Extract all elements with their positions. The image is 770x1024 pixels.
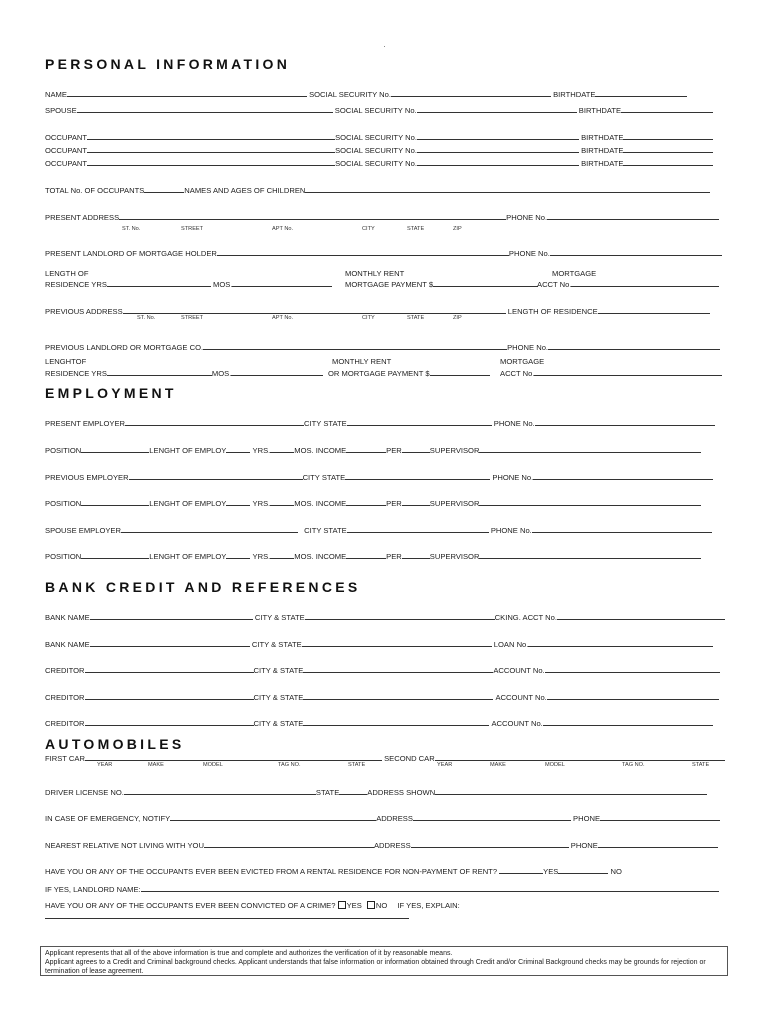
stray-dot	[384, 46, 385, 47]
phone-label: PHONE No.	[508, 249, 550, 258]
birthdate-field[interactable]	[623, 131, 713, 140]
or-mortgage-payment-field[interactable]	[430, 367, 490, 376]
evicted-yes-field[interactable]	[499, 865, 543, 874]
creditor-field[interactable]	[85, 691, 254, 700]
lenght-of-employ-label: LENGHT OF EMPLOY	[149, 499, 227, 508]
phone-field[interactable]	[548, 341, 720, 350]
address-shown-label: ADDRESS SHOWN	[367, 788, 436, 797]
supervisor-label: SUPERVISOR	[429, 552, 480, 561]
previous-address-field[interactable]	[123, 305, 506, 314]
address-field[interactable]	[413, 812, 571, 821]
row-position-3	[45, 550, 701, 562]
residence-yrs-label: RESIDENCE YRS	[45, 369, 107, 378]
birthdate-field[interactable]	[621, 104, 713, 113]
phone-label: PHONE No.	[493, 419, 535, 428]
lenght-of-employ-label: LENGHT OF EMPLOY	[149, 552, 227, 561]
row-position-2	[45, 497, 701, 509]
mos-label: MOS.	[213, 280, 233, 289]
phone-label: PHONE No.	[492, 473, 534, 482]
disclaimer-line-2: Applicant agrees to a Credit and Criminal background checks. Applicant understands that false information or information obtained through Credit and/or Criminal Background checks may be grounds for rejection or termination of lease agreement.	[45, 959, 706, 975]
yes-checkbox[interactable]	[338, 901, 346, 909]
income-field[interactable]	[346, 497, 386, 506]
section-bank-credit: BANK CREDIT AND REFERENCES	[45, 579, 361, 595]
income-field[interactable]	[346, 444, 386, 453]
birthdate-field[interactable]	[623, 144, 713, 153]
row-emergency	[45, 812, 720, 824]
city-and-state-field[interactable]	[305, 611, 495, 620]
creditor-label: CREDITOR	[45, 666, 85, 675]
present-address-label: PRESENT ADDRESS	[45, 213, 120, 222]
address-field[interactable]	[411, 839, 569, 848]
ssn-field[interactable]	[417, 131, 579, 140]
supervisor-field[interactable]	[479, 444, 701, 453]
evicted-no-field[interactable]	[558, 865, 608, 874]
account-no-label: ACCOUNT No.	[491, 719, 543, 728]
state-field[interactable]	[339, 786, 367, 795]
state-sublabel: STATE	[407, 315, 425, 321]
residence-yrs-label: RESIDENCE YRS	[45, 280, 107, 289]
no-label: NO	[610, 867, 622, 876]
mos-label: MOS.	[294, 446, 314, 455]
apt-sublabel: APT No.	[272, 315, 294, 321]
nearest-relative-label: NEAREST RELATIVE NOT LIVING WITH YOU	[45, 841, 204, 850]
city-and-state-label: CITY & STATE	[253, 693, 304, 702]
phone-field[interactable]	[550, 247, 722, 256]
loan-no-label: LOAN No.	[493, 640, 529, 649]
names-ages-field[interactable]	[305, 184, 710, 193]
total-occupants-label: TOTAL No. OF OCCUPANTS	[45, 186, 145, 195]
bank-name-field[interactable]	[90, 638, 250, 647]
spouse-employer-label: SPOUSE EMPLOYER	[45, 526, 121, 535]
income-field[interactable]	[346, 550, 386, 559]
spouse-employer-field[interactable]	[121, 524, 298, 533]
occupant-label: OCCUPANT	[45, 159, 88, 168]
yrs-field[interactable]	[270, 497, 294, 506]
city-state-field[interactable]	[347, 417, 492, 426]
ssn-label: SOCIAL SECURITY No.	[335, 159, 417, 168]
city-state-field[interactable]	[345, 471, 490, 480]
lenghtof-label: LENGHTOF	[45, 357, 87, 366]
position-field[interactable]	[81, 444, 149, 453]
city-and-state-field[interactable]	[303, 717, 489, 726]
ssn-label: SOCIAL SECURITY No.	[334, 106, 417, 115]
address-label: ADDRESS	[373, 841, 411, 850]
phone-field[interactable]	[547, 211, 719, 220]
yrs-label: YRS.	[252, 552, 271, 561]
evicted-question: HAVE YOU OR ANY OF THE OCCUPANTS EVER BEEN EVICTED FROM A RENTAL RESIDENCE FOR NON-PAYMENT OF RENT?	[45, 867, 498, 876]
acct-no-label: ACCT No.	[537, 280, 572, 289]
acct-no-label: ACCT No.	[500, 369, 535, 378]
city-state-label: CITY STATE	[302, 473, 346, 482]
name-label: NAME	[45, 90, 67, 99]
address-shown-field[interactable]	[435, 786, 707, 795]
ssn-label: SOCIAL SECURITY No.	[335, 133, 417, 142]
row-previous-employer	[45, 471, 713, 483]
zip-sublabel: ZIP	[453, 315, 462, 321]
row-name	[45, 88, 687, 100]
second-car-label: SECOND CAR	[384, 754, 435, 763]
mos-label: MOS.	[211, 369, 232, 378]
disclaimer-box	[40, 946, 728, 976]
st-no-sublabel: ST. No.	[122, 226, 141, 232]
names-ages-label: NAMES AND AGES OF CHILDREN	[184, 186, 306, 195]
row-evicted-question	[45, 865, 622, 877]
landlord-name-field[interactable]	[141, 883, 719, 892]
row-total-occupants	[45, 184, 710, 196]
per-label: PER	[386, 446, 402, 455]
birthdate-label: BIRTHDATE	[581, 146, 624, 155]
position-field[interactable]	[81, 497, 149, 506]
drivers-license-label: DRIVER LICENSE NO.	[45, 788, 124, 797]
previous-employer-field[interactable]	[129, 471, 303, 480]
residence-yrs-field[interactable]	[107, 367, 212, 376]
phone-field[interactable]	[535, 417, 715, 426]
account-no-label: ACCOUNT No.	[495, 693, 547, 702]
row-landlord-name	[45, 883, 719, 895]
street-sublabel: STREET	[181, 315, 204, 321]
row-mortgage-payment	[345, 278, 538, 290]
residence-yrs-field[interactable]	[107, 278, 211, 287]
supervisor-label: SUPERVISOR	[429, 446, 480, 455]
occupant-label: OCCUPANT	[45, 133, 88, 142]
city-and-state-label: CITY & STATE	[254, 613, 305, 622]
city-and-state-field[interactable]	[303, 691, 493, 700]
row-position-1	[45, 444, 701, 456]
mortgage-payment-field[interactable]	[433, 278, 538, 287]
creditor-label: CREDITOR	[45, 719, 85, 728]
emergency-field[interactable]	[170, 812, 376, 821]
previous-address-label: PREVIOUS ADDRESS	[45, 307, 123, 316]
address-label: ADDRESS	[376, 814, 413, 823]
mortgage-label: MORTGAGE	[500, 357, 545, 366]
state-sublabel: STATE	[407, 226, 425, 232]
tag-no-sublabel: TAG NO.	[622, 762, 645, 768]
city-sublabel: CITY	[362, 226, 375, 232]
employ-length-field[interactable]	[226, 444, 250, 453]
phone-label: PHONE No.	[490, 526, 532, 535]
st-no-sublabel: ST. No.	[137, 315, 156, 321]
per-field[interactable]	[402, 550, 430, 559]
row-bank-1	[45, 611, 725, 623]
present-address-field[interactable]	[119, 211, 506, 220]
nearest-relative-field[interactable]	[204, 839, 374, 848]
mos-label: MOS.	[294, 499, 314, 508]
year-sublabel: YEAR	[437, 762, 453, 768]
row-present-address	[45, 211, 719, 223]
creditor-label: CREDITOR	[45, 693, 85, 702]
city-sublabel: CITY	[362, 315, 375, 321]
present-landlord-field[interactable]	[217, 247, 509, 256]
present-landlord-label: PRESENT LANDLORD OF MORTGAGE HOLDER	[45, 249, 217, 258]
tag-no-sublabel: TAG NO.	[278, 762, 301, 768]
phone-label: PHONE No.	[507, 343, 549, 352]
row-drivers-license	[45, 786, 707, 798]
yrs-label: YRS.	[252, 446, 271, 455]
yes-label: YES	[346, 901, 362, 910]
bank-name-label: BANK NAME	[45, 613, 90, 622]
bank-name-label: BANK NAME	[45, 640, 90, 649]
year-sublabel: YEAR	[97, 762, 113, 768]
city-state-label: CITY STATE	[304, 526, 347, 535]
ssn-field[interactable]	[417, 157, 579, 166]
yes-label: YES	[543, 867, 559, 876]
ssn-label: SOCIAL SECURITY No.	[309, 90, 391, 99]
yrs-label: YRS.	[252, 499, 271, 508]
birthdate-label: BIRTHDATE	[581, 133, 624, 142]
ssn-field[interactable]	[391, 88, 551, 97]
mos-field[interactable]	[231, 367, 323, 376]
apt-sublabel: APT No.	[272, 226, 294, 232]
per-label: PER	[386, 552, 402, 561]
row-creditor-1	[45, 664, 720, 676]
occupant-field[interactable]	[87, 131, 335, 140]
creditor-field[interactable]	[85, 664, 254, 673]
account-no-label: ACCOUNT No.	[493, 666, 545, 675]
employ-length-field[interactable]	[226, 550, 250, 559]
row-occupant-1	[45, 131, 713, 143]
birthdate-label: BIRTHDATE	[581, 159, 624, 168]
previous-employer-label: PREVIOUS EMPLOYER	[45, 473, 129, 482]
row-creditor-2	[45, 691, 719, 703]
phone-label: PHONE No.	[506, 213, 548, 222]
per-field[interactable]	[402, 444, 430, 453]
city-state-label: CITY STATE	[304, 419, 347, 428]
section-automobiles: AUTOMOBILES	[45, 736, 185, 752]
income-label: INCOME	[315, 446, 347, 455]
occupant-field[interactable]	[87, 144, 335, 153]
spouse-field[interactable]	[77, 104, 333, 113]
phone-label: PHONE	[570, 841, 598, 850]
account-no-field[interactable]	[545, 664, 720, 673]
row-prev-residence-yrs	[45, 367, 323, 379]
position-field[interactable]	[81, 550, 149, 559]
city-state-field[interactable]	[347, 524, 489, 533]
row-present-landlord	[45, 247, 722, 259]
row-occupant-2	[45, 144, 713, 156]
birthdate-field[interactable]	[623, 157, 713, 166]
row-creditor-3	[45, 717, 713, 729]
zip-sublabel: ZIP	[453, 226, 462, 232]
previous-landlord-field[interactable]	[203, 341, 507, 350]
state-sublabel: STATE	[692, 762, 710, 768]
mos-field[interactable]	[232, 278, 332, 287]
phone-label: PHONE	[573, 814, 601, 823]
total-occupants-field[interactable]	[144, 184, 184, 193]
street-sublabel: STREET	[181, 226, 204, 232]
supervisor-field[interactable]	[479, 497, 701, 506]
bank-name-field[interactable]	[90, 611, 253, 620]
section-personal-information: PERSONAL INFORMATION	[45, 56, 291, 72]
first-car-label: FIRST CAR	[45, 754, 85, 763]
phone-field[interactable]	[533, 471, 713, 480]
supervisor-label: SUPERVISOR	[429, 499, 480, 508]
previous-landlord-label: PREVIOUS LANDLORD OR MORTGAGE CO.	[45, 343, 204, 352]
section-employment: EMPLOYMENT	[45, 385, 177, 401]
state-label: STATE	[315, 788, 340, 797]
position-label: POSITION	[45, 499, 82, 508]
birthdate-field[interactable]	[595, 88, 687, 97]
row-or-mortgage-payment	[328, 367, 490, 379]
row-spouse-employer	[45, 524, 712, 536]
model-sublabel: MODEL	[203, 762, 223, 768]
mos-label: MOS.	[294, 552, 314, 561]
if-yes-explain-label: IF YES, EXPLAIN:	[397, 901, 460, 910]
row-occupant-3	[45, 157, 713, 169]
position-label: POSITION	[45, 552, 82, 561]
label-length-of: LENGTH OF	[45, 269, 89, 278]
account-no-field[interactable]	[543, 717, 713, 726]
occupant-field[interactable]	[87, 157, 335, 166]
row-present-employer	[45, 417, 715, 429]
city-and-state-label: CITY & STATE	[253, 666, 304, 675]
mortgage-payment-label: MORTGAGE PAYMENT $	[345, 280, 434, 289]
monthly-rent-label: MONTHLY RENT	[345, 269, 405, 278]
row-prev-acct-no	[500, 367, 722, 379]
income-label: INCOME	[315, 499, 347, 508]
per-field[interactable]	[402, 497, 430, 506]
account-no-field[interactable]	[547, 691, 719, 700]
income-label: INCOME	[315, 552, 347, 561]
row-acct-no	[537, 278, 719, 290]
or-mortgage-payment-label: OR MORTGAGE PAYMENT $	[328, 369, 430, 378]
model-sublabel: MODEL	[545, 762, 565, 768]
city-and-state-label: CITY & STATE	[251, 640, 302, 649]
disclaimer-line-1: Applicant represents that all of the above information is true and complete and authorizes the verification of it by reasonable means.	[45, 950, 453, 957]
length-of-residence-label: LENGTH OF RESIDENCE	[507, 307, 598, 316]
row-explain-line	[45, 910, 409, 922]
ssn-field[interactable]	[417, 144, 579, 153]
occupant-label: OCCUPANT	[45, 146, 88, 155]
birthdate-label: BIRTHDATE	[553, 90, 596, 99]
city-and-state-field[interactable]	[303, 664, 493, 673]
convicted-question: HAVE YOU OR ANY OF THE OCCUPANTS EVER BEEN CONVICTED OF A CRIME?	[45, 901, 336, 910]
phone-field[interactable]	[600, 812, 720, 821]
monthly-rent-label: MONTHLY RENT	[332, 357, 392, 366]
length-of-residence-field[interactable]	[598, 305, 710, 314]
second-car-field[interactable]	[435, 752, 725, 761]
ssn-label: SOCIAL SECURITY No.	[335, 146, 417, 155]
state-sublabel: STATE	[348, 762, 366, 768]
lenght-of-employ-label: LENGHT OF EMPLOY	[149, 446, 227, 455]
present-employer-label: PRESENT EMPLOYER	[45, 419, 126, 428]
city-and-state-field[interactable]	[302, 638, 492, 647]
drivers-license-field[interactable]	[124, 786, 316, 795]
birthdate-label: BIRTHDATE	[578, 106, 622, 115]
per-label: PER	[386, 499, 402, 508]
yrs-field[interactable]	[270, 550, 294, 559]
mortgage-label: MORTGAGE	[552, 269, 597, 278]
cking-acct-label: CKING. ACCT No.	[494, 613, 557, 622]
supervisor-field[interactable]	[479, 550, 701, 559]
acct-no-field[interactable]	[534, 367, 722, 376]
phone-field[interactable]	[598, 839, 718, 848]
acct-no-field[interactable]	[571, 278, 719, 287]
row-spouse	[45, 104, 713, 116]
if-yes-landlord-label: IF YES, LANDLORD NAME:	[45, 885, 141, 894]
row-residence-yrs	[45, 278, 332, 290]
row-bank-2	[45, 638, 713, 650]
position-label: POSITION	[45, 446, 82, 455]
ssn-field[interactable]	[417, 104, 577, 113]
employ-length-field[interactable]	[226, 497, 250, 506]
emergency-label: IN CASE OF EMERGENCY, NOTIFY	[45, 814, 171, 823]
city-and-state-label: CITY & STATE	[253, 719, 304, 728]
creditor-field[interactable]	[85, 717, 254, 726]
phone-field[interactable]	[532, 524, 712, 533]
no-checkbox[interactable]	[367, 901, 375, 909]
no-label: NO	[375, 901, 388, 910]
row-nearest-relative	[45, 839, 718, 851]
make-sublabel: MAKE	[490, 762, 506, 768]
row-previous-landlord	[45, 341, 720, 353]
cking-acct-field[interactable]	[557, 611, 725, 620]
yrs-field[interactable]	[270, 444, 294, 453]
loan-no-field[interactable]	[528, 638, 713, 647]
spouse-label: SPOUSE	[45, 106, 77, 115]
present-employer-field[interactable]	[125, 417, 304, 426]
explain-field[interactable]	[45, 910, 409, 919]
first-car-field[interactable]	[85, 752, 382, 761]
make-sublabel: MAKE	[148, 762, 164, 768]
name-field[interactable]	[67, 88, 307, 97]
